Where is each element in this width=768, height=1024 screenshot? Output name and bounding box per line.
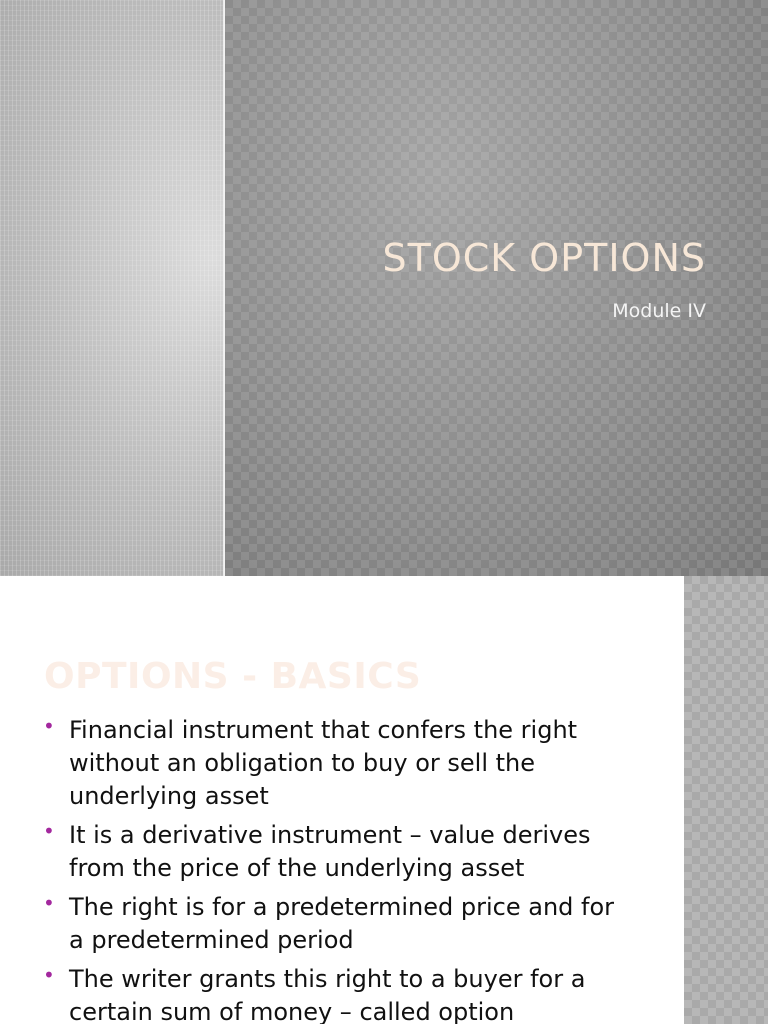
bullet-icon: • bbox=[43, 963, 55, 987]
bullet-list bbox=[40, 714, 630, 1024]
list-item bbox=[40, 891, 630, 957]
list-item bbox=[40, 963, 630, 1024]
right-pattern-strip bbox=[684, 576, 768, 1024]
content-slide bbox=[0, 576, 768, 1024]
bullet-text: The right is for a predetermined price and for a predetermined period bbox=[69, 893, 615, 954]
bullet-text: Financial instrument that confers the right without an obligation to buy or sell the underlying asset bbox=[69, 716, 578, 810]
list-item bbox=[40, 819, 630, 885]
bullet-icon: • bbox=[43, 714, 55, 738]
bullet-text: The writer grants this right to a buyer for a certain sum of money – called option bbox=[69, 965, 586, 1024]
right-pattern-panel bbox=[225, 0, 768, 576]
bullet-icon: • bbox=[43, 819, 55, 843]
left-gradient-panel bbox=[0, 0, 224, 576]
list-item bbox=[40, 714, 630, 813]
bullet-icon: • bbox=[43, 891, 55, 915]
bullet-text: It is a derivative instrument – value derives from the price of the underlying asset bbox=[69, 821, 591, 882]
slide-heading: OPTIONS - BASICS bbox=[44, 656, 422, 697]
slide-title: STOCK OPTIONS bbox=[382, 236, 706, 280]
slide-subtitle: Module IV bbox=[612, 300, 706, 322]
